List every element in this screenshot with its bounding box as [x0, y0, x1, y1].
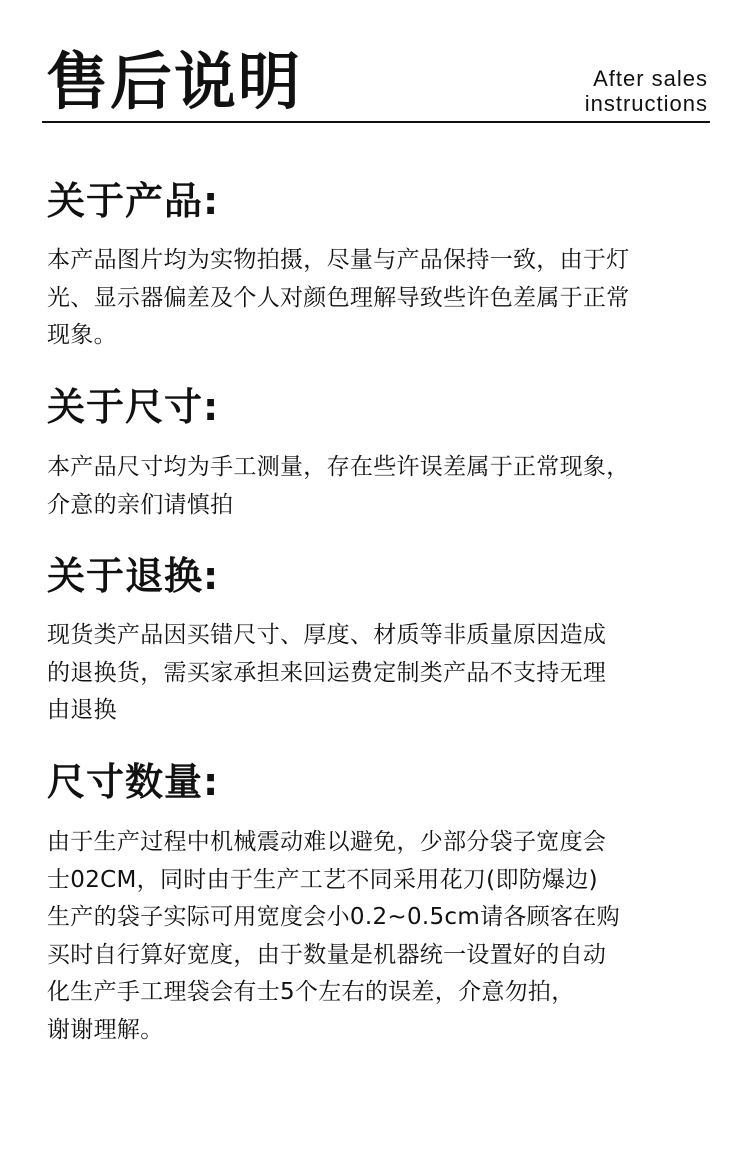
body-line: 现象。 — [47, 322, 117, 348]
body-line: 光、显示器偏差及个人对颜色理解导致些许色差属于正常 — [47, 284, 630, 311]
section-size-quantity — [47, 757, 722, 1049]
section-about-returns — [47, 551, 722, 730]
section-heading: 关于退换: — [47, 554, 220, 598]
body-line: 生产的袋子实际可用宽度会小0.2~0.5cm请各顾客在购 — [47, 904, 620, 930]
section-body — [47, 242, 722, 355]
section-body — [47, 449, 722, 524]
subtitle-line: instructions — [584, 91, 708, 116]
section-heading: 尺寸数量: — [47, 760, 220, 804]
body-line: 介意的亲们请慎拍 — [47, 491, 234, 518]
section-about-product — [47, 176, 722, 355]
section-about-size — [47, 382, 722, 524]
section-heading: 关于产品: — [47, 179, 220, 223]
body-line: 买时自行算好宽度，由于数量是机器统一设置好的自动 — [47, 941, 607, 968]
body-line: 本产品尺寸均为手工测量，存在些许误差属于正常现象， — [47, 454, 630, 480]
body-line: 士02CM，同时由于生产工艺不同采用花刀(即防爆边) — [47, 866, 598, 893]
section-heading: 关于尺寸: — [47, 385, 220, 429]
subtitle-line: After sales — [593, 66, 708, 91]
body-line: 谢谢理解。 — [47, 1016, 164, 1043]
section-body — [47, 824, 722, 1049]
page-title: 售后说明 — [46, 45, 303, 118]
page-header — [42, 0, 710, 124]
body-line: 的退换货，需买家承担来回运费定制类产品不支持无理 — [47, 659, 607, 686]
body-line: 由退换 — [47, 697, 117, 723]
body-line: 本产品图片均为实物拍摄，尽量与产品保持一致，由于灯 — [47, 247, 630, 273]
body-line: 由于生产过程中机械震动难以避免，少部分袋子宽度会 — [47, 829, 607, 855]
body-line: 现货类产品因买错尺寸、厚度、材质等非质量原因造成 — [47, 622, 607, 648]
header-divider — [42, 121, 710, 123]
body-line: 化生产手工理袋会有士5个左右的误差，介意勿拍， — [47, 979, 575, 1005]
section-body — [47, 617, 722, 730]
page-subtitle — [585, 66, 708, 116]
